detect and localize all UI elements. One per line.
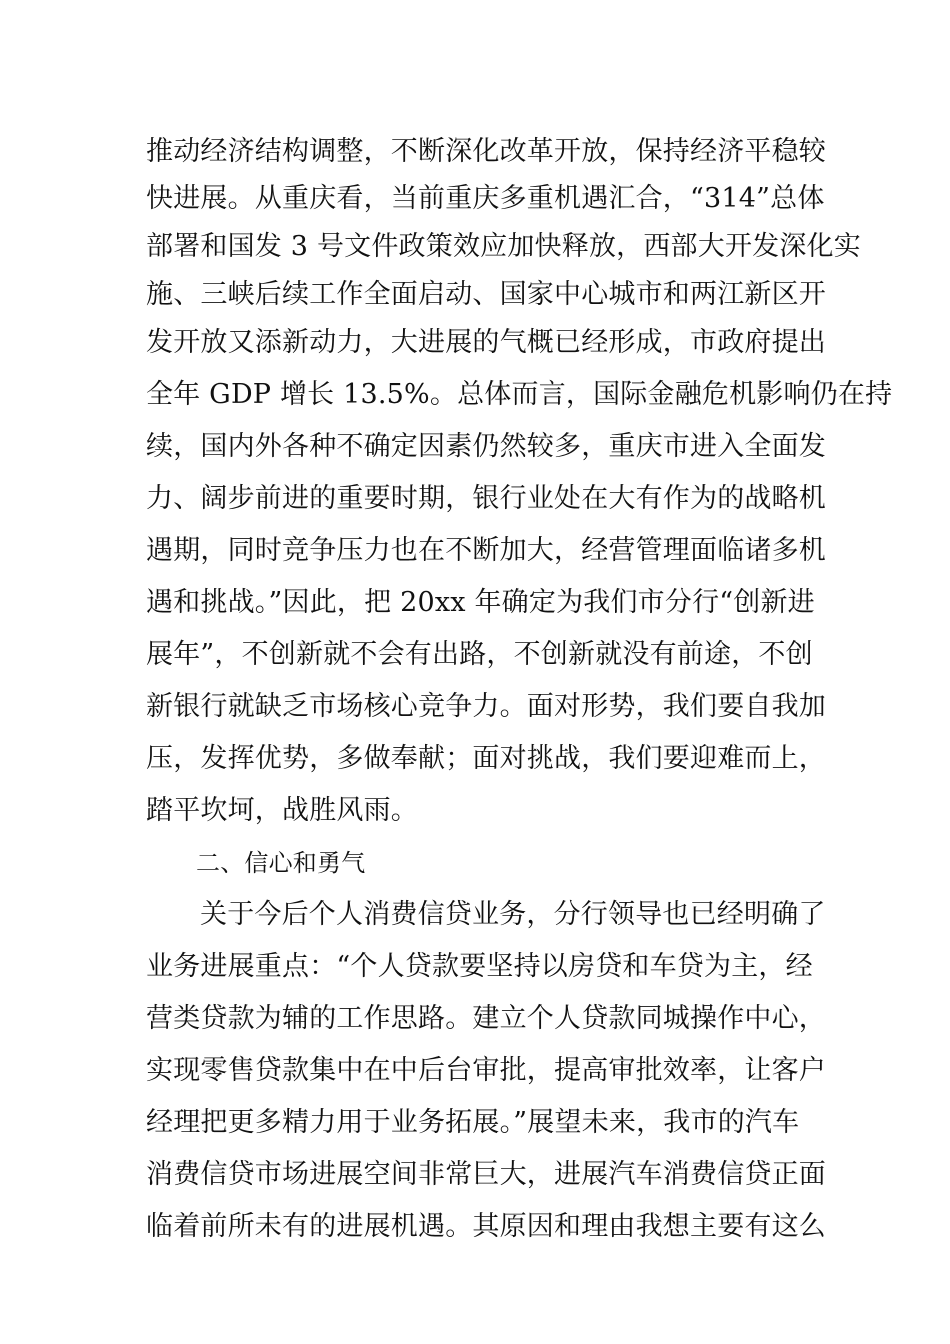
paragraph-line: 力、阔步前进的重要时期，银行业处在大有作为的战略机 <box>146 483 826 514</box>
paragraph-line: 推动经济结构调整，不断深化改革开放，保持经济平稳较 <box>146 136 826 167</box>
paragraph-line: 全年 GDP 增长 13.5%。总体而言，国际金融危机影响仍在持 <box>146 379 893 410</box>
paragraph-line: 压，发挥优势，多做奉献；面对挑战，我们要迎难而上， <box>146 743 826 774</box>
paragraph-line: 经理把更多精力用于业务拓展。”展望未来，我市的汽车 <box>146 1107 800 1138</box>
paragraph-line: 施、三峡后续工作全面启动、国家中心城市和两江新区开 <box>146 279 826 310</box>
paragraph-line: 快进展。从重庆看，当前重庆多重机遇汇合，“314”总体 <box>146 183 825 214</box>
paragraph-line: 遇期，同时竞争压力也在不断加大，经营管理面临诸多机 <box>146 535 826 566</box>
paragraph-line: 实现零售贷款集中在中后台审批，提高审批效率，让客户 <box>146 1055 826 1086</box>
paragraph-line: 临着前所未有的进展机遇。其原因和理由我想主要有这么 <box>146 1211 826 1242</box>
paragraph-line: 业务进展重点：“个人贷款要坚持以房贷和车贷为主，经 <box>146 951 813 982</box>
paragraph-line: 续，国内外各种不确定因素仍然较多，重庆市进入全面发 <box>146 431 826 462</box>
paragraph-line: 发开放又添新动力，大进展的气概已经形成，市政府提出 <box>146 327 826 358</box>
paragraph-line: 关于今后个人消费信贷业务，分行领导也已经明确了 <box>200 899 826 930</box>
paragraph-line: 踏平坎坷，战胜风雨。 <box>146 795 418 826</box>
section-heading: 二、信心和勇气 <box>196 849 366 877</box>
paragraph-line: 新银行就缺乏市场核心竞争力。面对形势，我们要自我加 <box>146 691 826 722</box>
paragraph-line: 展年”，不创新就不会有出路，不创新就没有前途，不创 <box>146 639 813 670</box>
paragraph-line: 消费信贷市场进展空间非常巨大，进展汽车消费信贷正面 <box>146 1159 826 1190</box>
paragraph-line: 遇和挑战。”因此，把 20xx 年确定为我们市分行“创新进 <box>146 587 815 618</box>
paragraph-line: 部署和国发 3 号文件政策效应加快释放，西部大开发深化实 <box>146 231 861 262</box>
paragraph-line: 营类贷款为辅的工作思路。建立个人贷款同城操作中心， <box>146 1003 826 1034</box>
